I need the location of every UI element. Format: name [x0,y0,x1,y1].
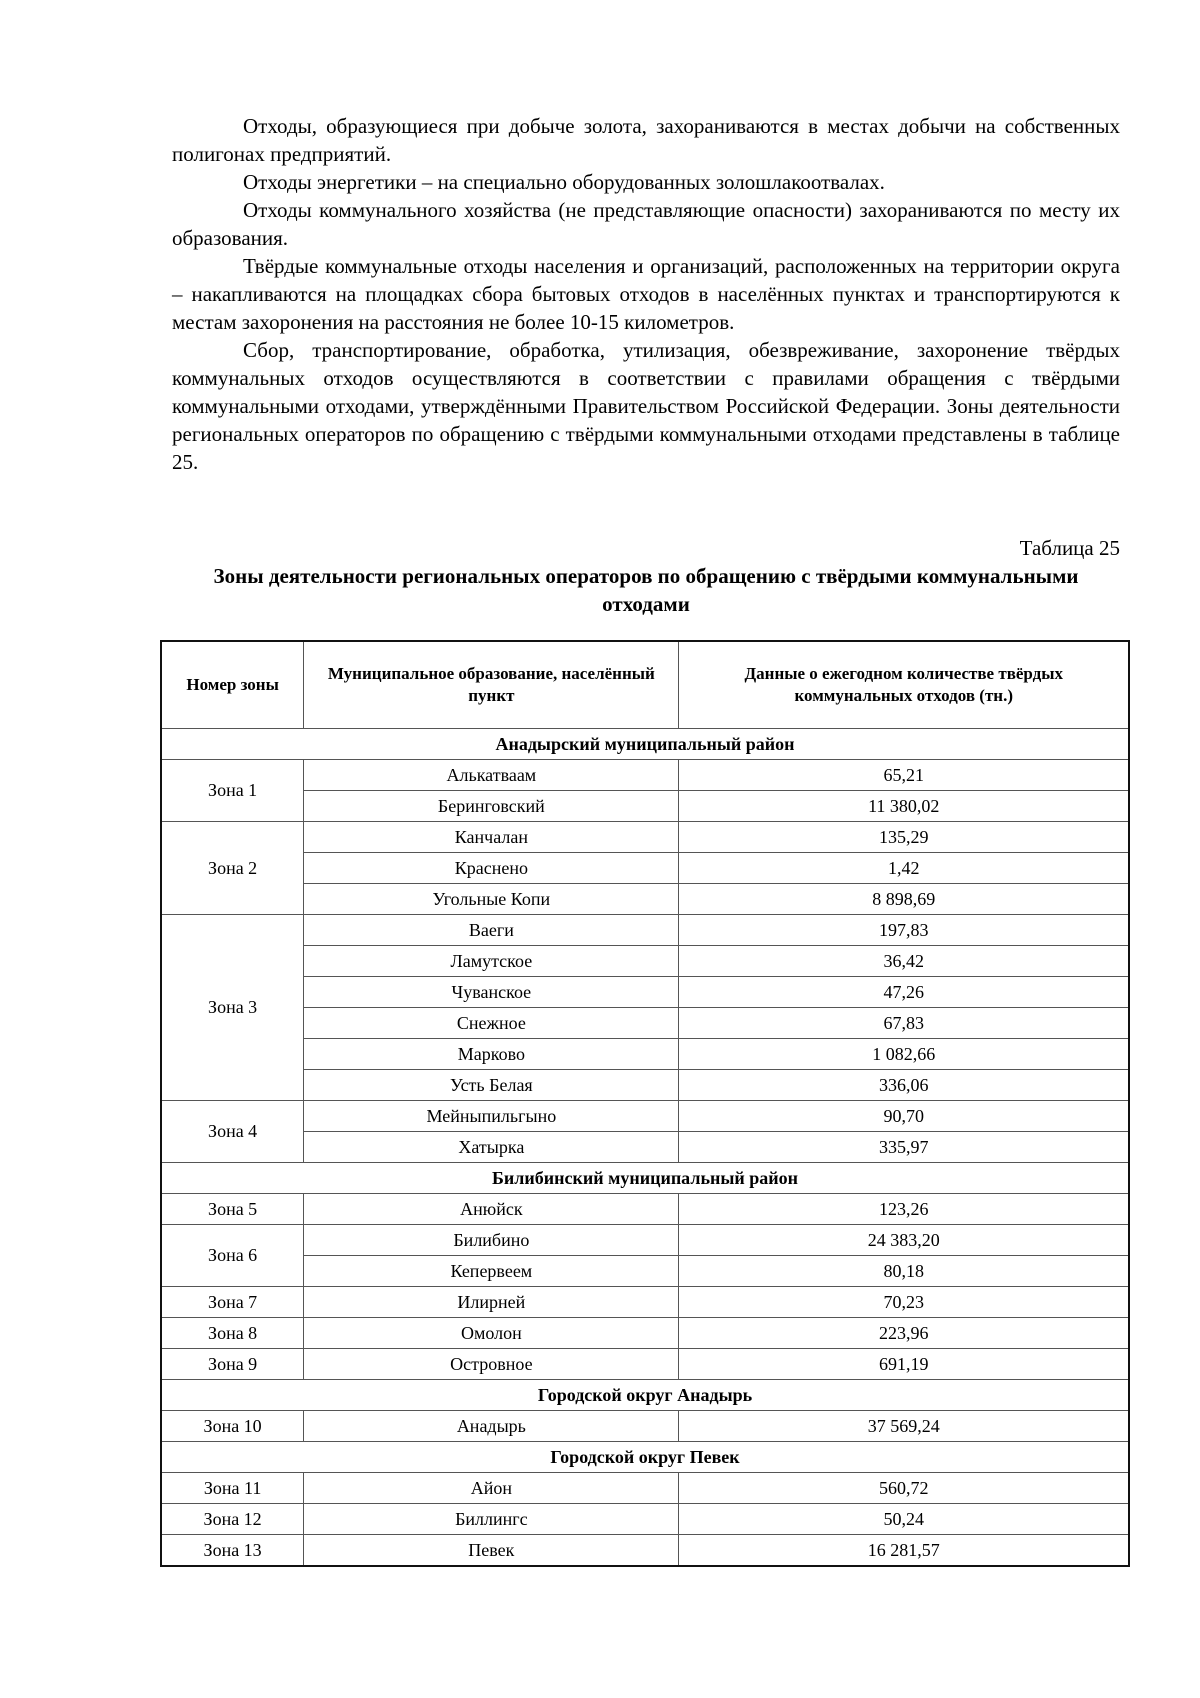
value-cell: 80,18 [679,1256,1129,1287]
table-row [161,1194,1129,1225]
header-zone-number: Номер зоны [161,641,304,729]
value-cell: 11 380,02 [679,791,1129,822]
value-cell: 8 898,69 [679,884,1129,915]
table-header-row [161,641,1129,729]
zone-cell: Зона 5 [161,1194,304,1225]
zone-cell: Зона 4 [161,1101,304,1163]
table-row [161,1504,1129,1535]
paragraph: Сбор, транспортирование, обработка, утилизация, обезвреживание, захоронение твёрдых коммунальных отходов осуществляются в соответствии с правилами обращения с твёрдыми коммунальными отходами, утверждёнными Правительством Российской Федерации. Зоны деятельности региональных операторов по обращению с твёрдыми коммунальными отходами представлены в таблице 25. [172,338,1120,474]
place-cell: Илирней [304,1287,679,1318]
zone-cell: Зона 10 [161,1411,304,1442]
table-row [161,1101,1129,1132]
value-cell: 36,42 [679,946,1129,977]
zone-cell: Зона 8 [161,1318,304,1349]
value-cell: 336,06 [679,1070,1129,1101]
zone-cell: Зона 12 [161,1504,304,1535]
value-cell: 123,26 [679,1194,1129,1225]
place-cell: Марково [304,1039,679,1070]
table-row [161,1473,1129,1504]
value-cell: 335,97 [679,1132,1129,1163]
header-annual-waste: Данные о ежегодном количестве твёрдых коммунальных отходов (тн.) [679,641,1129,729]
table-row [161,915,1129,946]
place-cell: Анюйск [304,1194,679,1225]
value-cell: 37 569,24 [679,1411,1129,1442]
zone-cell: Зона 1 [161,760,304,822]
group-title: Билибинский муниципальный район [161,1163,1129,1194]
table-row [161,946,1129,977]
group-title: Городской округ Анадырь [161,1380,1129,1411]
place-cell: Билибино [304,1225,679,1256]
header-municipality: Муниципальное образование, населённый пункт [304,641,679,729]
table-row [161,791,1129,822]
zone-cell: Зона 3 [161,915,304,1101]
place-cell: Певек [304,1535,679,1567]
value-cell: 65,21 [679,760,1129,791]
place-cell: Ламутское [304,946,679,977]
group-row [161,1380,1129,1411]
table-row [161,853,1129,884]
paragraph: Отходы, образующиеся при добыче золота, захораниваются в местах добычи на собственных полигонах предприятий. [172,114,1120,166]
place-cell: Кепервеем [304,1256,679,1287]
table-row [161,1349,1129,1380]
zone-cell: Зона 9 [161,1349,304,1380]
table-row [161,1535,1129,1567]
value-cell: 50,24 [679,1504,1129,1535]
place-cell: Айон [304,1473,679,1504]
place-cell: Анадырь [304,1411,679,1442]
value-cell: 560,72 [679,1473,1129,1504]
value-cell: 197,83 [679,915,1129,946]
table-row [161,760,1129,791]
place-cell: Алькатваам [304,760,679,791]
table-row [161,1411,1129,1442]
paragraph: Отходы коммунального хозяйства (не представляющие опасности) захораниваются по месту их образования. [172,198,1120,250]
place-cell: Угольные Копи [304,884,679,915]
group-title: Городской округ Певек [161,1442,1129,1473]
table-row [161,1256,1129,1287]
table-label: Таблица 25 [1019,536,1120,560]
place-cell: Ваеги [304,915,679,946]
place-cell: Мейныпильгыно [304,1101,679,1132]
zones-table [160,640,1130,1567]
value-cell: 135,29 [679,822,1129,853]
group-row [161,1163,1129,1194]
paragraph: Твёрдые коммунальные отходы населения и организаций, расположенных на территории округа – накапливаются на площадках сбора бытовых отходов в населённых пунктах и транспортируются к местам захоронения на расстояния не более 10-15 километров. [172,254,1120,334]
table-row [161,1225,1129,1256]
table-row [161,884,1129,915]
paragraph: Отходы энергетики – на специально оборудованных золошлакоотвалах. [243,170,885,194]
value-cell: 691,19 [679,1349,1129,1380]
value-cell: 1 082,66 [679,1039,1129,1070]
place-cell: Канчалан [304,822,679,853]
zone-cell: Зона 11 [161,1473,304,1504]
body-text [172,112,1120,476]
value-cell: 70,23 [679,1287,1129,1318]
table-row [161,977,1129,1008]
table-row [161,822,1129,853]
table-title: Зоны деятельности региональных операторов по обращению с твёрдыми коммунальными отходами [213,564,1079,616]
place-cell: Снежное [304,1008,679,1039]
zone-cell: Зона 2 [161,822,304,915]
group-title: Анадырский муниципальный район [161,729,1129,760]
place-cell: Беринговский [304,791,679,822]
table-row [161,1070,1129,1101]
place-cell: Омолон [304,1318,679,1349]
value-cell: 47,26 [679,977,1129,1008]
zone-cell: Зона 7 [161,1287,304,1318]
table-row [161,1132,1129,1163]
value-cell: 24 383,20 [679,1225,1129,1256]
table-row [161,1318,1129,1349]
table-row [161,1287,1129,1318]
value-cell: 1,42 [679,853,1129,884]
group-row [161,729,1129,760]
place-cell: Усть Белая [304,1070,679,1101]
zone-cell: Зона 6 [161,1225,304,1287]
place-cell: Хатырка [304,1132,679,1163]
place-cell: Биллингс [304,1504,679,1535]
value-cell: 16 281,57 [679,1535,1129,1567]
table-row [161,1008,1129,1039]
table-row [161,1039,1129,1070]
place-cell: Чуванское [304,977,679,1008]
zone-cell: Зона 13 [161,1535,304,1567]
value-cell: 90,70 [679,1101,1129,1132]
value-cell: 223,96 [679,1318,1129,1349]
group-row [161,1442,1129,1473]
value-cell: 67,83 [679,1008,1129,1039]
place-cell: Островное [304,1349,679,1380]
place-cell: Краснено [304,853,679,884]
